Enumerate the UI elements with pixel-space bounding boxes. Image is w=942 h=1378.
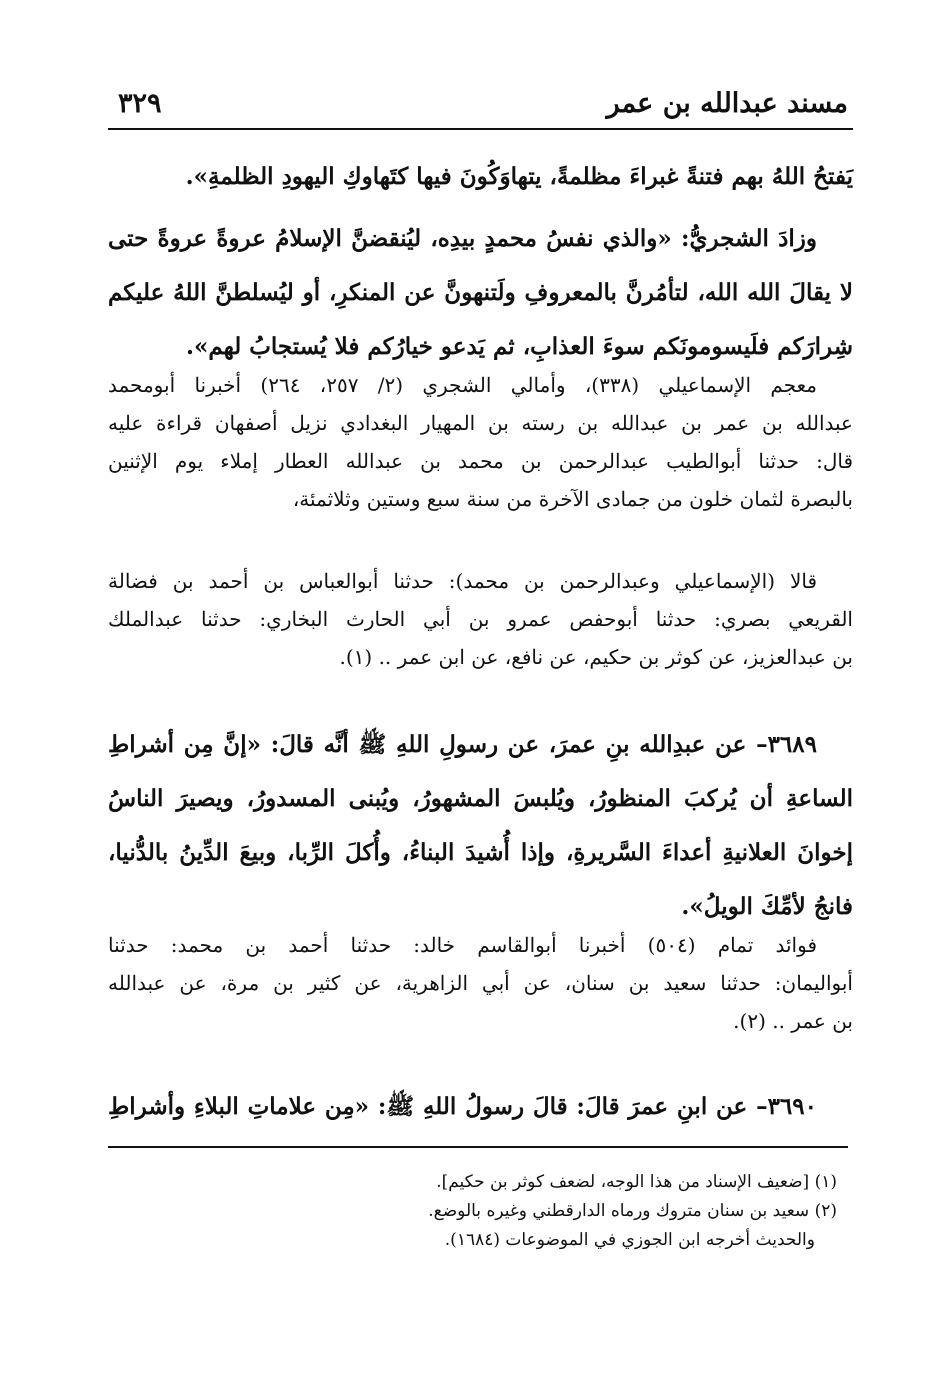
footnotes (108, 1168, 853, 1255)
text-line: قال: حدثنا أبوالطيب عبدالرحمن بن محمد بن عبدالله العطار إملاء يوم الإثنين (108, 449, 853, 473)
running-title: مسند عبدالله بن عمر (606, 88, 848, 119)
text-line: ٣٦٩٠– عن ابنِ عمرَ قالَ: قالَ رسولُ اللهِ ﷺ: «مِن علاماتِ البلاءِ وأشراطِ (108, 1093, 817, 1120)
paragraph-fawaid-tammam (108, 926, 853, 1040)
footnote-1: (١) [ضعيف الإسناد من هذا الوجه، لضعف كوثر بن حكيم]. (436, 1172, 837, 1192)
text-line: إخوانَ العلانيةِ أعداءَ السَّريرةِ، وإذا أُشيدَ البناءُ، وأُكلَ الرِّبا، وبيعَ الدِّينُ بالدُّنيا، (108, 839, 853, 866)
text-line: بن عمر .. (٢). (733, 1009, 853, 1033)
text-line: قالا (الإسماعيلي وعبدالرحمن بن محمد): حدثنا أبوالعباس بن أحمد بن فضالة (108, 569, 817, 593)
text-line: الساعةِ أن يُركبَ المنظورُ، ويُلبسَ المشهورُ، ويُبنى المسدورُ، ويصيرَ الناسُ (108, 785, 853, 812)
text-line: القريعي بصري: حدثنا أبوحفص عمرو بن أبي الحارث البخاري: حدثنا عبدالملك (108, 607, 853, 631)
hadith-3689 (108, 718, 853, 934)
text-line: يَفتحُ اللهُ بهم فتنةً غبراءَ مظلمةً، يتهاوَكُونَ فيها كتَهاوكِ اليهودِ الظلمةِ». (185, 163, 853, 190)
page-number: ٣٢٩ (118, 88, 162, 119)
text-line: وزادَ الشجريُّ: «والذي نفسُ محمدٍ بيدِه، ليُنقضنَّ الإسلامُ عروةً عروةً حتى (108, 225, 817, 252)
text-line: فانجُ لأمِّكَ الويلُ». (681, 893, 853, 920)
paragraph-shajari-addition (108, 212, 853, 374)
text-line: بن عبدالعزيز، عن كوثر بن حكيم، عن نافع، عن ابن عمر .. (١). (339, 645, 853, 669)
footnote-rule (108, 1146, 848, 1148)
text-line: فوائد تمام (٥٠٤) أخبرنا أبوالقاسم خالد: حدثنا أحمد بن محمد: حدثنا (108, 933, 818, 957)
text-line: معجم الإسماعيلي (٣٣٨)، وأمالي الشجري (٢/ ٢٥٧، ٢٦٤) أخبرنا أبومحمد (108, 373, 817, 397)
text-line: بالبصرة لثمان خلون من جمادى الآخرة من سنة سبع وستين وثلاثمئة، (292, 487, 853, 511)
text-line: شِرارَكم فلَيسومونَكم سوءَ العذابِ، ثم يَدعو خيارُكم فلا يُستجابُ لهم». (185, 333, 853, 360)
paragraph-source-isnad (108, 366, 853, 518)
running-header (118, 88, 848, 128)
paragraph-hadith-ending (108, 150, 853, 204)
text-line: أبواليمان: حدثنا سعيد بن سنان، عن أبي الزاهرية، عن كثير بن مرة، عن عبدالله (108, 971, 853, 995)
text-line: عبدالله بن عمر بن عبدالله بن رسته بن المهيار البغدادي نزيل أصفهان قراءة عليه (108, 411, 853, 435)
text-line: ٣٦٨٩– عن عبدِالله بنِ عمرَ، عن رسولِ اللهِ ﷺ أنَّه قالَ: «إنَّ مِن أشراطِ (108, 731, 817, 758)
footnote-2: (٢) سعيد بن سنان متروك ورماه الدارقطني وغيره بالوضع. (428, 1201, 837, 1221)
text-line: لا يقالَ الله الله، لتأمُرنَّ بالمعروفِ ولَتنهونَّ عن المنكرِ، أو ليُسلطنَّ اللهُ عليكم (108, 279, 853, 306)
footnote-2-continued: والحديث أخرجه ابن الجوزي في الموضوعات (١٦٨٤). (444, 1230, 815, 1250)
header-rule (108, 128, 853, 130)
paragraph-isnad-continued (108, 562, 853, 676)
hadith-3690 (108, 1080, 853, 1134)
